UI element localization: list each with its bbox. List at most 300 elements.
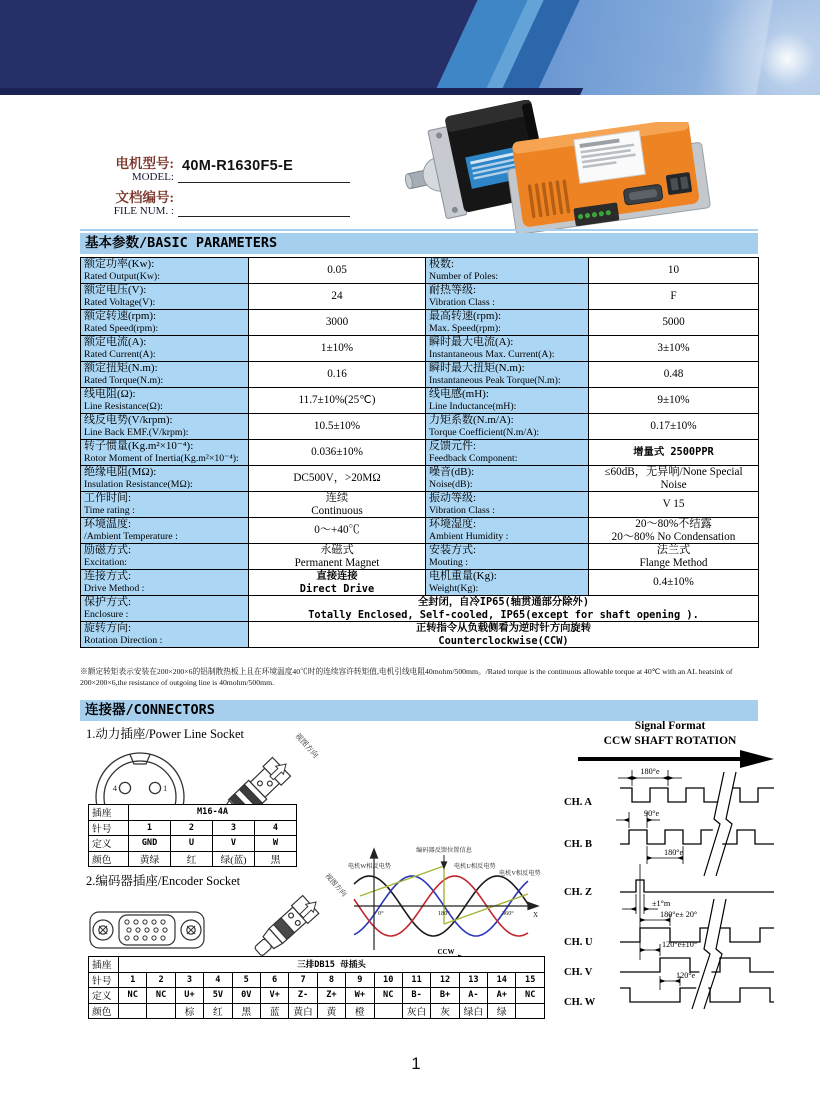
param-value-cell [249, 544, 426, 570]
file-underline [178, 216, 350, 217]
param-value-line: 5000 [662, 316, 685, 329]
dim-z-1m: ±1°m [652, 899, 671, 908]
pin-definition-cell: NC [119, 988, 147, 1004]
wave-tick-180: 180° [438, 910, 450, 917]
pin-number-cell: 5 [232, 972, 260, 988]
pin-definition-cell: A- [459, 988, 487, 1004]
param-label-en: Insulation Resistance(MΩ): [84, 478, 193, 490]
wire-color-cell: 黑 [232, 1003, 260, 1019]
param-label-cn: 额定电流(A): [84, 336, 147, 349]
wire-color-cell [516, 1003, 545, 1019]
encoder-db15-face-diagram [86, 892, 208, 964]
pin-definition-cell: GND [129, 836, 171, 852]
param-value-cell [589, 492, 759, 518]
param-row [81, 622, 759, 648]
wire-color-cell: 黄白 [289, 1003, 317, 1019]
param-label-cn: 额定功率(Kw): [84, 258, 155, 271]
param-row [81, 336, 759, 362]
param-label-cn: 环境湿度: [429, 518, 477, 531]
param-label-cn: 安装方式: [429, 544, 477, 557]
wave-ccw-label: CCW [437, 948, 455, 956]
param-label-cn: 绝缘电阻(MΩ): [84, 466, 157, 479]
encoder-plug-diagram [246, 872, 350, 966]
model-label-en: MODEL: [131, 171, 174, 183]
wire-color-cell [119, 1003, 147, 1019]
param-value-line: 0.17±10% [650, 420, 697, 433]
param-label-cn: 保护方式: [84, 596, 132, 609]
param-value-cell [589, 466, 759, 492]
param-label-en: Feedback Component: [429, 452, 518, 464]
param-label-cn: 耐热等级: [429, 284, 477, 297]
param-label-cell [426, 414, 589, 440]
param-label-cn: 额定转速(rpm): [84, 310, 157, 323]
dim-u-180e20: 180°e± 20° [660, 910, 698, 919]
dim-b-90e: 90°e [644, 809, 660, 818]
param-value-line: 10.5±10% [313, 420, 361, 433]
driver-product-image [504, 122, 714, 238]
param-row [81, 362, 759, 388]
param-label-cell [426, 284, 589, 310]
param-value-line: DC500V，>20MΩ [293, 472, 381, 485]
wire-color-cell: 黄 [317, 1003, 345, 1019]
socket-type-cell: M16-4A [129, 805, 297, 821]
socket-row-label: 插座 [89, 957, 119, 973]
param-label-cell [426, 544, 589, 570]
footnote-line-1: ※额定转矩表示安装在200×200×6的铝制散热板上且在环境温度40℃时的连续容许转矩值,电机引线电阻40mohm/500mm。/Rated torque is the continuous allowable torque at 40℃ with an AL heatsink of [80, 667, 733, 676]
param-label-en: Rated Voltage(V): [84, 296, 156, 308]
file-label-en: FILE NUM. : [113, 205, 174, 217]
encoder-socket-title: 2.编码器插座/Encoder Socket [86, 874, 241, 888]
param-value-line: 全封闭，自冷IP65(轴贯通部分除外) [417, 596, 590, 608]
param-value-line: 增量式 2500PPR [633, 446, 714, 459]
param-value-line: V 15 [662, 498, 685, 511]
basic-parameters-section-header: 基本参数/BASIC PARAMETERS [80, 233, 758, 254]
param-label-en: Time rating : [84, 504, 135, 516]
channel-z-label: CH. Z [564, 887, 593, 898]
pin-row-label: 颜色 [89, 851, 129, 867]
param-label-en: Rated Speed(rpm): [84, 322, 159, 334]
param-label-cell [81, 362, 249, 388]
pin-row-label: 针号 [89, 972, 119, 988]
param-label-cell [81, 310, 249, 336]
pin-number-cell: 10 [374, 972, 402, 988]
channel-v-waveform [620, 958, 774, 972]
param-label-cn: 连接方式: [84, 570, 132, 583]
param-value-line: 11.7±10%(25℃) [298, 394, 376, 407]
param-label-cell [81, 544, 249, 570]
param-label-en: Excitation: [84, 556, 127, 568]
param-value-line: Permanent Magnet [294, 556, 380, 569]
pin-table-row [89, 820, 297, 836]
param-label-en: Drive Method : [84, 582, 145, 594]
param-label-en: Max. Speed(rpm): [429, 322, 501, 334]
connectors-section-header: 连接器/CONNECTORS [80, 700, 758, 721]
param-label-cell [81, 284, 249, 310]
pin-definition-cell: U [171, 836, 213, 852]
param-label-cell [81, 336, 249, 362]
param-label-en: Number of Poles: [429, 270, 499, 282]
param-label-en: Rated Torque(N.m): [84, 374, 164, 386]
param-value-line: Direct Drive [299, 582, 375, 595]
socket-type-cell: 三排DB15 母插头 [119, 957, 545, 973]
pin-definition-cell: V+ [260, 988, 288, 1004]
pin-row-label: 针号 [89, 820, 129, 836]
wire-color-cell: 灰 [431, 1003, 459, 1019]
param-label-cell [81, 596, 249, 622]
param-value-cell [589, 544, 759, 570]
param-label-cell [426, 362, 589, 388]
param-value-cell [589, 440, 759, 466]
banner-bottom-strip [0, 88, 583, 95]
file-number-value [182, 190, 360, 208]
footnote-line-2: 200×200×6,the resistance of outgoing line is 40mohm/500mm. [80, 678, 275, 687]
model-label-cn: 电机型号: [115, 156, 174, 171]
param-row [81, 544, 759, 570]
param-row [81, 310, 759, 336]
param-label-en: /Ambient Temperature : [84, 530, 178, 542]
param-value-line: 20～80%不结露 [635, 518, 712, 530]
socket-row-label: 插座 [89, 805, 129, 821]
param-label-cn: 反馈元件: [429, 440, 477, 453]
wire-color-cell: 红 [171, 851, 213, 867]
param-label-cell [81, 414, 249, 440]
pin-number-cell: 3 [213, 820, 255, 836]
channel-a-waveform [620, 788, 774, 802]
param-value-cell [249, 388, 426, 414]
wave-label-w-phase: 电机W相反电势 [348, 863, 391, 870]
param-label-cell [81, 492, 249, 518]
pin-definition-cell: V [213, 836, 255, 852]
param-value-line: F [670, 290, 677, 303]
param-label-cell [426, 440, 589, 466]
dim-w-120e: 120°e [676, 971, 696, 980]
param-value-line: 0.16 [327, 368, 347, 381]
param-label-cell [426, 466, 589, 492]
channel-u-label: CH. U [564, 937, 593, 948]
param-value-cell [249, 362, 426, 388]
channel-w-label: CH. W [564, 997, 596, 1008]
wire-color-cell: 黄绿 [129, 851, 171, 867]
wire-color-cell: 红 [204, 1003, 232, 1019]
param-value-line: 0.48 [663, 368, 684, 381]
wire-color-cell: 蓝 [260, 1003, 288, 1019]
param-label-cell [81, 466, 249, 492]
param-label-cn: 额定电压(V): [84, 284, 147, 297]
param-value-cell [589, 388, 759, 414]
param-label-en: Torque Coefficient(N.m/A): [429, 426, 540, 438]
param-value-line: Totally Enclosed, Self-cooled, IP65(except for shaft opening ). [308, 608, 699, 621]
param-value-line: 10 [667, 264, 680, 277]
param-value-line: 3±10% [657, 342, 690, 355]
pin-row-label: 颜色 [89, 1003, 119, 1019]
param-label-cn: 最高转速(rpm): [429, 310, 502, 323]
pin-table-row [89, 957, 545, 973]
param-value-line: 20～80% No Condensation [611, 530, 736, 543]
param-label-en: Noise(dB): [429, 478, 473, 490]
param-label-cell [81, 570, 249, 596]
param-value-cell [249, 440, 426, 466]
signal-format-title: Signal Format [634, 720, 706, 732]
param-label-en: Instantaneous Max. Current(A): [429, 348, 555, 360]
pin-table-row [89, 851, 297, 867]
param-label-en: Line Resistance(Ω): [84, 400, 163, 412]
param-label-cell [426, 492, 589, 518]
pin-number-cell: 4 [204, 972, 232, 988]
param-value-cell [249, 414, 426, 440]
power-pin-1-label: 1 [163, 783, 168, 793]
wire-color-cell [147, 1003, 175, 1019]
param-row [81, 492, 759, 518]
param-value-line: ≤60dB，无异响/None Special Noise [604, 466, 743, 491]
phase-waveform-chart [344, 844, 542, 962]
pin-definition-cell: A+ [488, 988, 516, 1004]
title-block [98, 156, 360, 224]
param-label-en: Vibration Class : [429, 504, 495, 516]
pin-table-row [89, 836, 297, 852]
pin-definition-cell: Z- [289, 988, 317, 1004]
model-row [98, 156, 360, 184]
wave-axis-x-label: X [533, 911, 539, 919]
param-label-cn: 极数: [429, 258, 455, 271]
param-label-en: Rated Current(A): [84, 348, 156, 360]
pin-number-cell: 1 [119, 972, 147, 988]
param-label-en: Rotation Direction : [84, 634, 163, 646]
file-label-cn: 文档编号: [115, 190, 174, 205]
pin-number-cell: 3 [175, 972, 203, 988]
param-value-line: 0.05 [327, 264, 347, 277]
pin-definition-cell: Z+ [317, 988, 345, 1004]
dim-v-120e10: 120°e±10° [662, 940, 698, 949]
wire-color-cell: 绿白 [459, 1003, 487, 1019]
param-value-line: Flange Method [639, 556, 708, 569]
pin-definition-cell: B+ [431, 988, 459, 1004]
param-label-cell [81, 518, 249, 544]
basic-parameters-table [80, 257, 759, 648]
signal-format-diagram [552, 714, 820, 1014]
pin-definition-cell: NC [374, 988, 402, 1004]
model-underline [178, 182, 350, 183]
param-value-cell [589, 336, 759, 362]
param-label-cn: 瞬时最大电流(A): [429, 336, 514, 349]
banner-flare [600, 0, 820, 95]
param-label-cell [81, 258, 249, 284]
param-value-line: 直接连接 [316, 570, 358, 582]
param-label-en: Rated Output(Kw): [84, 270, 160, 282]
wire-color-cell: 橙 [346, 1003, 374, 1019]
pin-number-cell: 15 [516, 972, 545, 988]
param-label-en: Line Back EMF.(V/krpm): [84, 426, 189, 438]
file-number-row [98, 190, 360, 218]
view-direction-callout [298, 872, 349, 920]
param-value-cell [249, 492, 426, 518]
param-label-cn: 线电阻(Ω): [84, 388, 136, 401]
param-label-cn: 转子惯量(Kg.m²×10⁻⁴): [84, 440, 194, 453]
param-row [81, 388, 759, 414]
param-value-cell [249, 622, 759, 648]
wire-color-cell: 绿(蓝) [213, 851, 255, 867]
pin-number-cell: 7 [289, 972, 317, 988]
param-value-cell [249, 518, 426, 544]
section-divider-line [80, 229, 758, 231]
param-label-cn: 线电感(mH): [429, 388, 489, 401]
param-value-cell [249, 258, 426, 284]
wire-color-cell: 黑 [255, 851, 297, 867]
param-label-cell [81, 440, 249, 466]
rotation-arrow [740, 750, 774, 768]
param-label-en: Rotor Moment of Inertia(Kg.m²×10⁻⁴): [84, 452, 239, 464]
param-value-cell [249, 570, 426, 596]
param-value-line: 0.036±10% [311, 446, 363, 459]
param-value-cell [249, 466, 426, 492]
param-value-cell [589, 310, 759, 336]
pin-number-cell: 11 [402, 972, 430, 988]
param-row [81, 570, 759, 596]
banner-navy-block [0, 0, 480, 95]
encoder-pin-table [88, 956, 545, 1019]
param-value-line: 0～+40℃ [314, 524, 360, 537]
pin-definition-cell: 5V [204, 988, 232, 1004]
param-row [81, 284, 759, 310]
dim-a-180e: 180°e [640, 767, 660, 776]
page-number: 1 [411, 1054, 421, 1073]
pin-definition-cell: NC [516, 988, 545, 1004]
param-label-cn: 环境温度: [84, 518, 132, 531]
param-value-cell [249, 284, 426, 310]
channel-b-label: CH. B [564, 839, 593, 850]
param-value-line: 24 [331, 290, 343, 303]
param-value-cell [589, 362, 759, 388]
param-label-cell [426, 388, 589, 414]
param-label-en: Mouting : [429, 556, 468, 568]
param-label-cell [426, 570, 589, 596]
param-label-cn: 额定扭矩(N.m): [84, 362, 158, 375]
param-label-cn: 振动等级: [429, 492, 477, 505]
pin-definition-cell: W+ [346, 988, 374, 1004]
param-value-line: 1±10% [320, 342, 354, 355]
param-value-cell [589, 414, 759, 440]
view-direction-callout [268, 731, 322, 782]
pin-number-cell: 12 [431, 972, 459, 988]
param-value-line: 法兰式 [656, 544, 691, 556]
param-value-cell [249, 336, 426, 362]
wire-color-cell: 灰白 [402, 1003, 430, 1019]
wire-color-cell: 绿 [488, 1003, 516, 1019]
param-label-cell [426, 310, 589, 336]
pin-row-label: 定义 [89, 836, 129, 852]
param-row [81, 518, 759, 544]
pin-definition-cell: B- [402, 988, 430, 1004]
param-label-en: Vibration Class : [429, 296, 495, 308]
param-value-cell [589, 518, 759, 544]
param-label-cn: 励磁方式: [84, 544, 132, 557]
wave-tick-360: 360° [502, 910, 514, 917]
param-label-cn: 力矩系数(N.m/A): [429, 414, 514, 427]
param-value-cell [249, 310, 426, 336]
wave-label-v-phase: 电机V相反电势 [499, 870, 541, 877]
param-label-en: Ambient Humidity : [429, 530, 509, 542]
param-value-line: Continuous [311, 504, 363, 517]
param-value-line: 3000 [325, 316, 349, 329]
pin-table-row [89, 988, 545, 1004]
pin-number-cell: 2 [147, 972, 175, 988]
wire-color-cell [374, 1003, 402, 1019]
param-value-cell [589, 570, 759, 596]
channel-a-label: CH. A [564, 797, 593, 808]
wire-color-cell: 棕 [175, 1003, 203, 1019]
pin-definition-cell: NC [147, 988, 175, 1004]
power-pin-4-label: 4 [112, 783, 117, 793]
encoder-view-direction-label: 视图方向 [323, 872, 349, 899]
param-value-line: 连续 [325, 492, 349, 504]
param-row [81, 440, 759, 466]
pin-number-cell: 4 [255, 820, 297, 836]
param-label-en: Line Inductance(mH): [429, 400, 517, 412]
pin-definition-cell: W [255, 836, 297, 852]
param-row [81, 596, 759, 622]
param-value-line: 正转指令从负载侧看为逆时针方向旋转 [415, 622, 592, 634]
param-label-cn: 旋转方向: [84, 622, 132, 635]
param-label-cell [426, 518, 589, 544]
channel-z-waveform [620, 880, 774, 892]
param-label-cell [426, 336, 589, 362]
param-label-cell [426, 258, 589, 284]
param-label-cell [81, 388, 249, 414]
pin-table-row [89, 972, 545, 988]
pin-table-row [89, 805, 297, 821]
param-value-cell [249, 596, 759, 622]
power-pin-table [88, 804, 297, 867]
wave-label-u-phase: 电机U相反电势 [454, 863, 496, 870]
param-value-cell [589, 284, 759, 310]
power-socket-title: 1.动力插座/Power Line Socket [86, 727, 244, 741]
param-row [81, 258, 759, 284]
wave-note-top: 编码器反馈位置信息 [416, 847, 472, 854]
signal-rotation-title: CCW SHAFT ROTATION [603, 735, 737, 747]
param-label-cn: 工作时间: [84, 492, 132, 505]
param-value-line: 9±10% [657, 394, 690, 407]
pin-row-label: 定义 [89, 988, 119, 1004]
wave-tick-0: 0° [378, 910, 384, 917]
pin-number-cell: 8 [317, 972, 345, 988]
param-label-cn: 电机重量(Kg): [429, 570, 497, 583]
channel-b-waveform [620, 830, 774, 844]
param-label-cn: 噪音(dB): [429, 466, 475, 479]
pin-number-cell: 6 [260, 972, 288, 988]
pin-table-row [89, 1003, 545, 1019]
param-value-line: Counterclockwise(CCW) [438, 634, 569, 647]
param-label-en: Instantaneous Peak Torque(N.m): [429, 374, 561, 386]
param-value-line: 永磁式 [320, 544, 354, 556]
dim-b-180e: 180°e [664, 848, 684, 857]
model-number: 40M-R1630F5-E [182, 158, 294, 174]
pin-number-cell: 2 [171, 820, 213, 836]
power-view-direction-label: 视图方向 [293, 731, 321, 760]
pin-number-cell: 9 [346, 972, 374, 988]
param-label-en: Weight(Kg): [429, 582, 479, 594]
top-banner-graphic [0, 0, 820, 95]
param-value-line: 0.4±10% [653, 576, 694, 589]
channel-v-label: CH. V [564, 967, 593, 978]
param-label-cn: 线反电势(V/krpm): [84, 414, 173, 427]
param-label-cn: 瞬时最大扭矩(N.m): [429, 362, 525, 375]
param-label-en: Enclosure : [84, 608, 129, 620]
pin-number-cell: 13 [459, 972, 487, 988]
pin-definition-cell: U+ [175, 988, 203, 1004]
param-label-cell [81, 622, 249, 648]
param-row [81, 414, 759, 440]
waveform-break-marks [692, 772, 736, 1009]
pin-definition-cell: 0V [232, 988, 260, 1004]
